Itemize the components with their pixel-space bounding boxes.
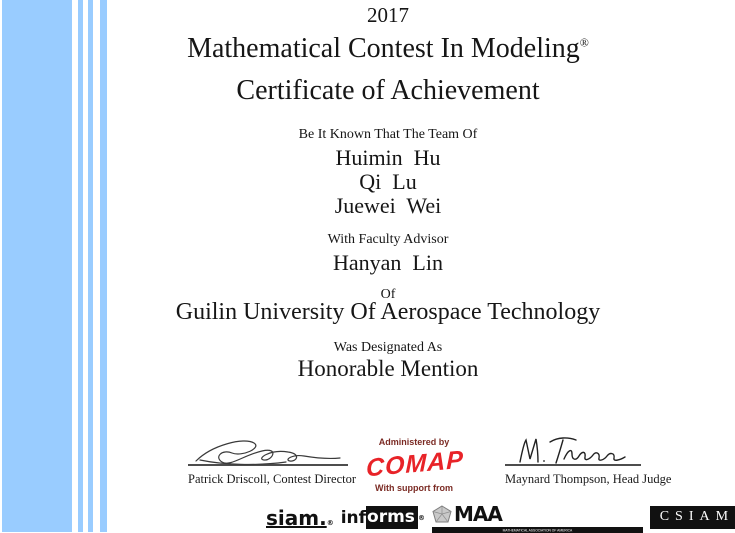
thompson-signature-icon <box>508 433 638 467</box>
institution-name: Guilin University Of Aerospace Technology <box>175 299 601 325</box>
contest-title <box>105 33 671 65</box>
maa-subtext-bar <box>432 527 643 533</box>
maa-logo-text: MAA <box>453 502 502 526</box>
team-intro-label: Be It Known That The Team Of <box>298 127 478 142</box>
head-judge-name: Maynard Thompson, Head Judge <box>505 472 672 486</box>
driscoll-signature-icon <box>190 433 346 467</box>
advisor-intro-label: With Faculty Advisor <box>327 232 449 247</box>
contest-year: 2017 <box>367 3 409 27</box>
maa-subtext: MATHEMATICAL ASSOCIATION OF AMERICA <box>502 528 573 532</box>
administered-by-label: Administered by <box>378 437 450 447</box>
comap-logo: COMAP <box>365 445 465 483</box>
maa-logo <box>432 502 643 533</box>
certificate-subtitle: Certificate of Achievement <box>236 75 540 106</box>
left-border-bar <box>2 0 72 532</box>
siam-logo-text: siam. <box>266 505 327 530</box>
signature-line-right <box>505 464 641 466</box>
informs-logo-prefix: inf <box>340 507 367 528</box>
left-border-stripe-2 <box>88 0 93 532</box>
designation-award: Honorable Mention <box>297 356 479 381</box>
contest-director-signature-block <box>188 433 357 487</box>
advisor-name: Hanyan Lin <box>333 250 443 275</box>
designation-intro-label: Was Designated As <box>333 340 443 355</box>
team-member-2: Qi Lu <box>359 169 417 194</box>
contest-director-name: Patrick Driscoll, Contest Director <box>188 472 357 486</box>
support-from-label: With support from <box>375 483 453 493</box>
left-border-stripe-1 <box>78 0 83 532</box>
team-member-1: Huimin Hu <box>335 145 441 170</box>
team-member-3: Juewei Wei <box>334 193 442 218</box>
csiam-logo: CSIAM <box>650 506 735 529</box>
informs-registered-icon: ® <box>417 513 425 522</box>
informs-logo <box>341 506 425 529</box>
of-label: Of <box>380 287 396 302</box>
siam-logo <box>266 506 334 530</box>
contest-title-text: Mathematical Contest In Modeling <box>187 33 580 64</box>
informs-logo-boxed: orms <box>366 506 418 529</box>
siam-registered-icon: ® <box>326 518 334 527</box>
comap-block <box>365 437 465 493</box>
registered-trademark-mark: ® <box>579 35 589 50</box>
head-judge-signature-block <box>505 433 672 487</box>
sponsor-logo-row <box>266 502 735 533</box>
maa-polyhedron-icon <box>432 505 452 523</box>
